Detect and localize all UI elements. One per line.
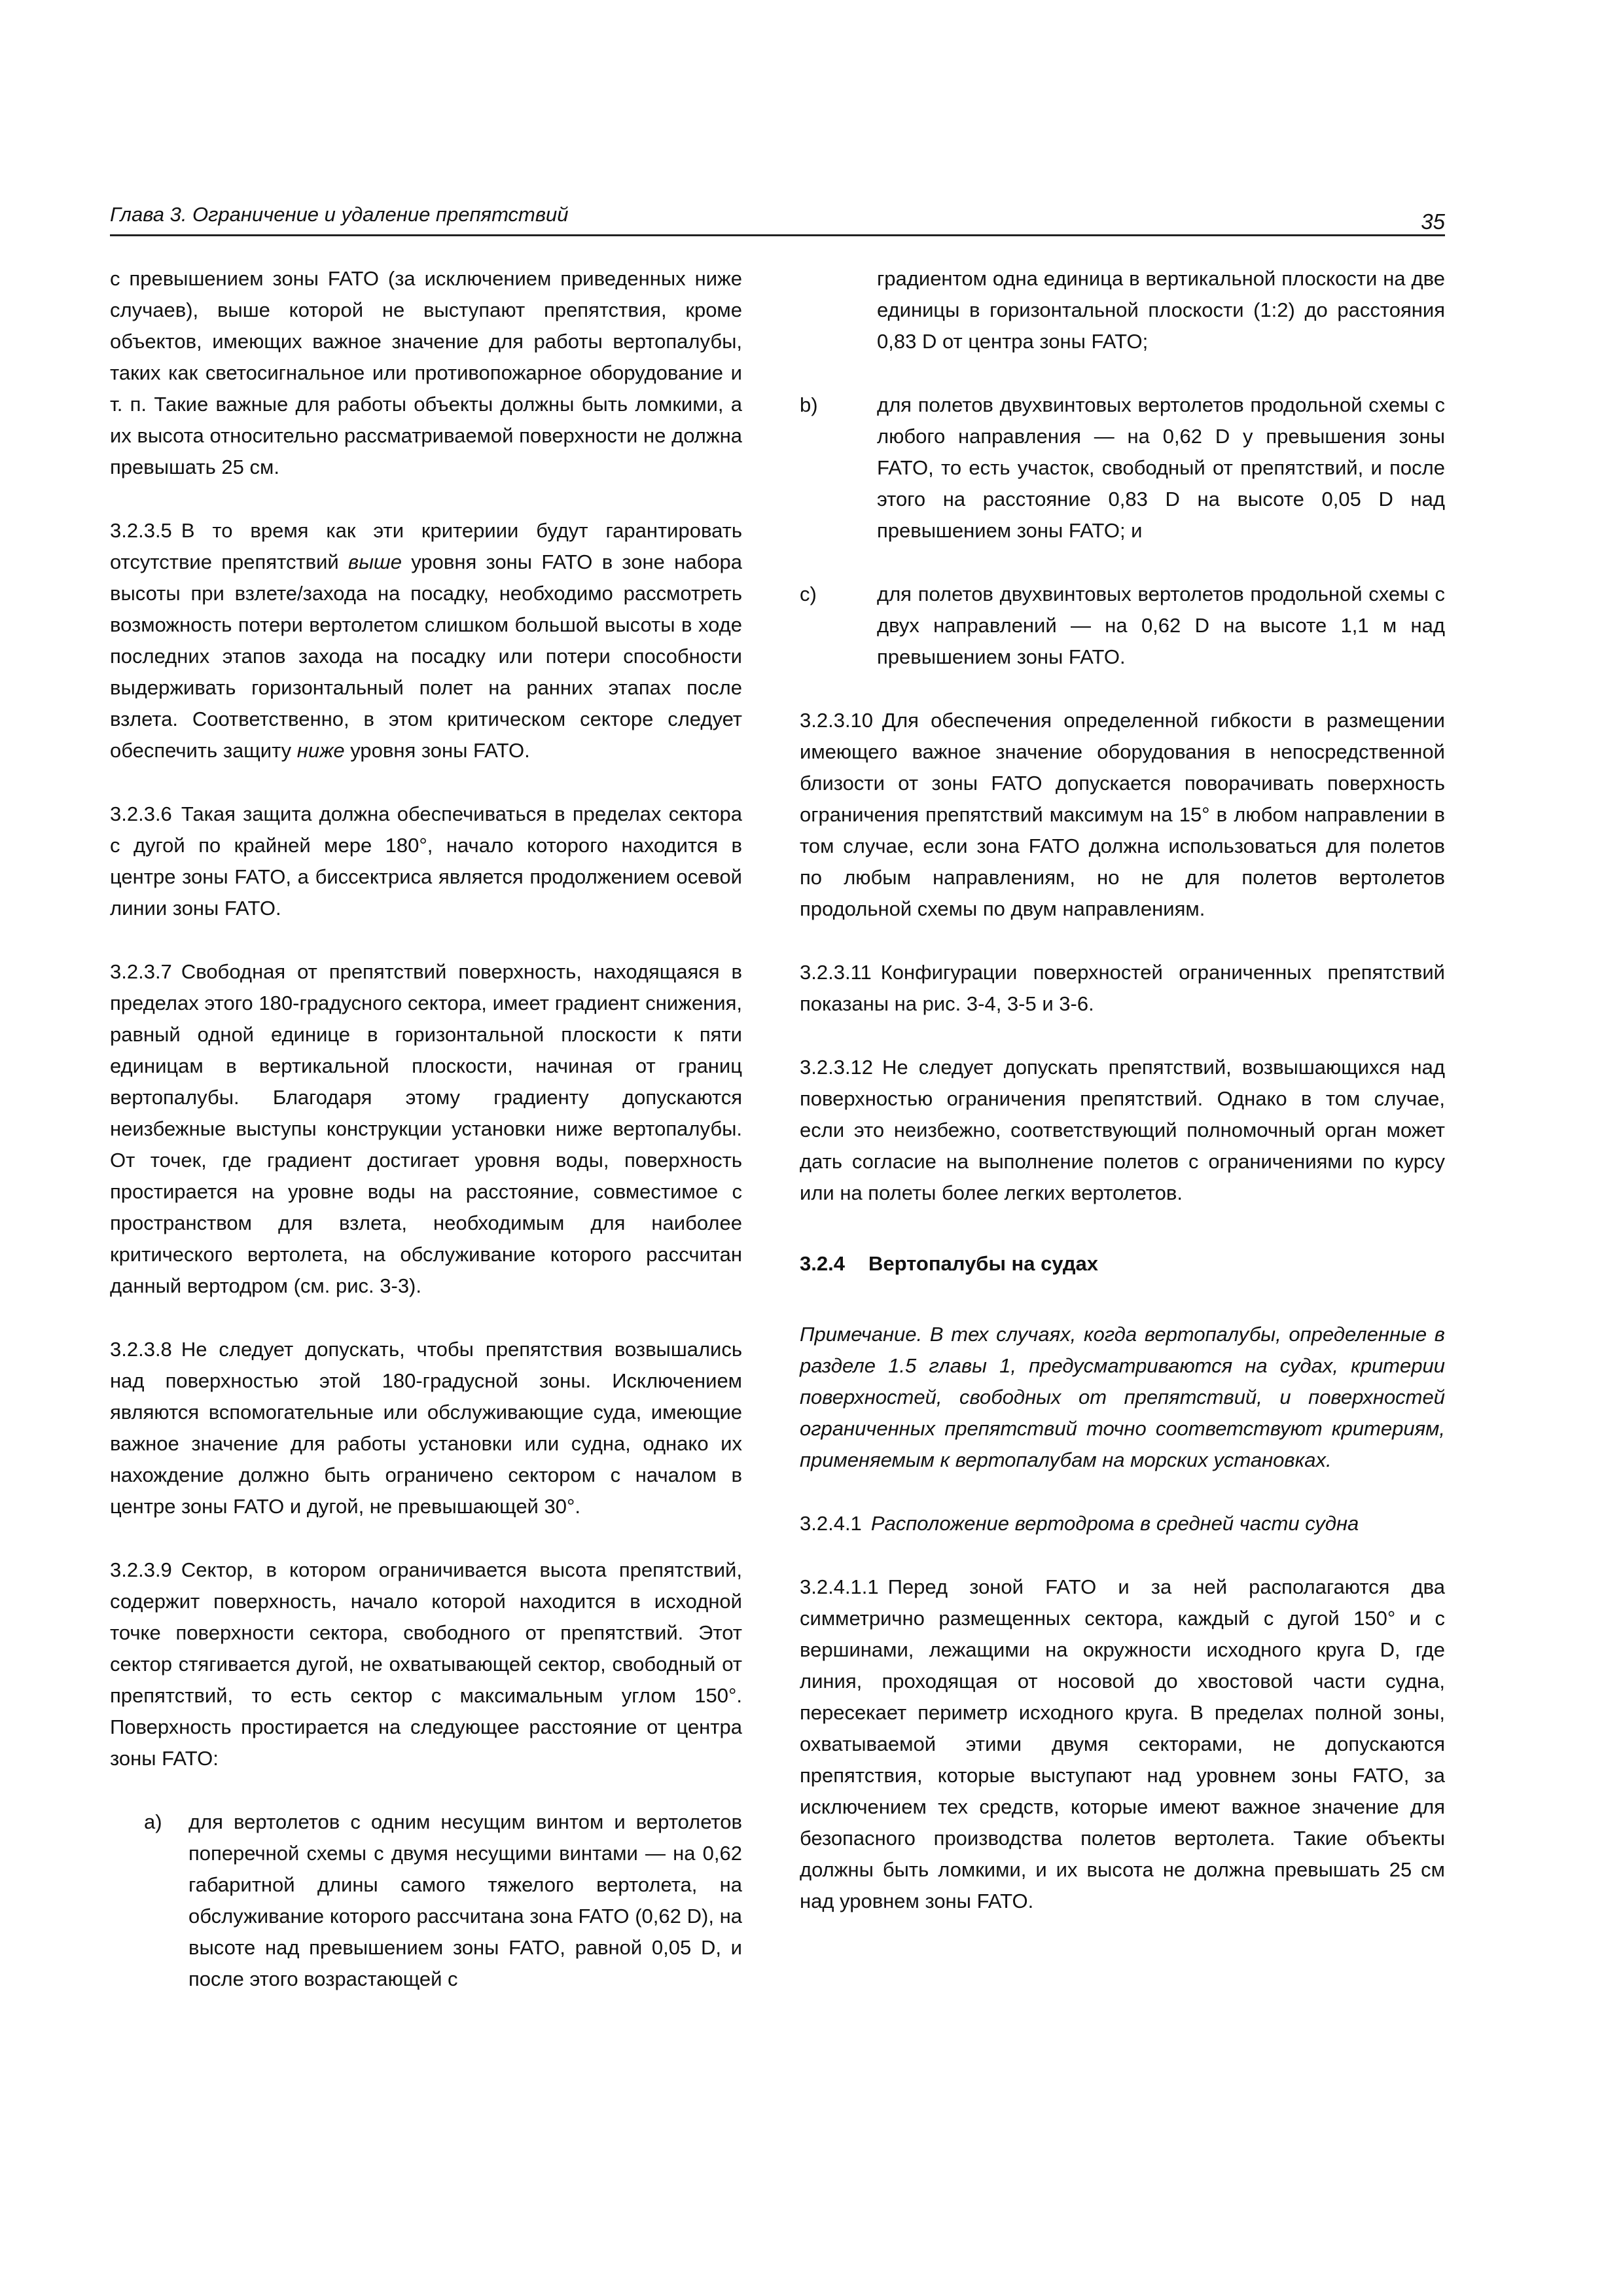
list-text: для вертолетов с одним несущим винтом и вертолетов поперечной схемы с двумя несущими винтами — на 0,62 габаритной длины самого тяжелого вертолета, на обслуживание которого рассчитана зона FATO (0,62 D), на высоте над превышением зоны FATO, равной 0,05 D, и после этого возрастающей с <box>188 1810 742 1990</box>
paragraph-text: уровня зоны FATO в зоне набора высоты при взлете/захода на посадку, необходимо рассмотреть возможность потери вертолетом слишком большой высоты в ходе последних этапов захода на посадку или потери способности выдерживать горизонтальный полет на ранних этапах после взлета. Соответственно, в этом критическом секторе следует обеспечить защиту <box>110 550 742 762</box>
paragraph-text: Не следует допускать препятствий, возвышающихся над поверхностью ограничения препятствий. Однако в том случае, если это неизбежно, соответствующий полномочный орган может дать согласие на выполнение полетов с ограничениями по курсу или на полеты более легких вертолетов. <box>800 1056 1445 1204</box>
paragraph-3-2-3-7 <box>110 956 742 1302</box>
paragraph-3-2-3-5 <box>110 515 742 766</box>
paragraph-text: Не следует допускать, чтобы препятствия возвышались над поверхностью этой 180-градусной зоны. Исключением являются вспомогательные или обслуживающие суда, имеющие важное значение для работы установки или судна, однако их нахождение должно быть ограничено сектором с началом в центре зоны FATO и дугой, не превышающей 30°. <box>110 1338 742 1518</box>
paragraph-number: 3.2.3.8 <box>110 1338 172 1361</box>
paragraph-text: Свободная от препятствий поверхность, находящаяся в пределах этого 180-градусного сектора, имеет градиент снижения, равный одной единице в горизонтальной плоскости к пяти единицам в вертикальной плоскости, начиная от границ вертопалубы. Благодаря этому градиенту допускаются неизбежные выступы конструкции установки ниже вертопалубы. От точек, где градиент достигает уровня воды, поверхность простирается на уровне воды на расстояние, совместимое с пространством для взлета, необходимым для наиболее критического вертолета, на обслуживание которого рассчитан данный вертодром (см. рис. 3-3). <box>110 960 742 1297</box>
running-header <box>110 200 1445 236</box>
section-title: Вертопалубы на судах <box>868 1252 1098 1275</box>
emphasis: ниже <box>296 739 345 762</box>
paragraph-text: В то время как эти критериии будут гарантировать отсутствие препятствий <box>110 519 742 573</box>
paragraph-number: 3.2.3.7 <box>110 960 172 983</box>
paragraph-number: 3.2.3.6 <box>110 802 172 825</box>
paragraph-text: Перед зоной FATO и за ней располагаются два симметрично размещенных сектора, каждый с дугой 150° и с вершинами, лежащими на окружности исходного круга D, где линия, проходящая от носовой до хвостовой части судна, пересекает периметр исходного круга. В пределах полной зоны, охватываемой этими двумя секторами, не допускаются препятствия, которые выступают над уровнем зоны FATO, за исключением тех средств, которые имеют важное значение для безопасного производства полетов вертолета. Такие объекты должны быть ломкими, и их высота не должна превышать 25 см над уровнем зоны FATO. <box>800 1575 1445 1912</box>
list-item-c <box>800 579 1445 673</box>
paragraph-number: 3.2.4.1.1 <box>800 1575 879 1598</box>
list-text: для полетов двухвинтовых вертолетов продольной схемы с двух направлений — на 0,62 D на высоте 1,1 м над превышением зоны FATO. <box>877 583 1445 668</box>
subsection-number: 3.2.4.1 <box>800 1512 862 1535</box>
paragraph-3-2-3-11 <box>800 957 1445 1020</box>
left-column <box>110 263 742 1995</box>
paragraph-text: Такая защита должна обеспечиваться в пределах сектора с дугой по крайней мере 180°, начало которого находится в центре зоны FATO, а биссектриса является продолжением осевой линии зоны FATO. <box>110 802 742 920</box>
chapter-title: Глава 3. Ограничение и удаление препятствий <box>110 203 569 226</box>
paragraph-number: 3.2.3.12 <box>800 1056 874 1079</box>
page-number: 35 <box>1421 209 1445 234</box>
paragraph-text: Для обеспечения определенной гибкости в размещении имеющего важное значение оборудования в непосредственной близости от зоны FATO допускается поворачивать поверхность ограничения препятствий максимум на 15° в любом направлении в том случае, если зона FATO должна использоваться для полетов по любым направлениям, но не для полетов вертолетов продольной схемы по двум направлениям. <box>800 709 1445 920</box>
paragraph-number: 3.2.3.10 <box>800 709 874 732</box>
list-label: a) <box>144 1810 162 1833</box>
paragraph-3-2-3-6 <box>110 798 742 924</box>
paragraph-number: 3.2.3.11 <box>800 961 872 984</box>
list-text: для полетов двухвинтовых вертолетов продольной схемы с любого направления — на 0,62 D у превышения зоны FATO, то есть участок, свободный от препятствий, и после этого на расстояние 0,83 D на высоте 0,05 D над превышением зоны FATO; и <box>877 393 1445 542</box>
list-label: b) <box>800 393 818 416</box>
paragraph-number: 3.2.3.9 <box>110 1558 172 1581</box>
subsection-title: Расположение вертодрома в средней части судна <box>870 1512 1359 1535</box>
paragraph-3-2-3-12 <box>800 1052 1445 1209</box>
list-item-a-continued: градиентом одна единица в вертикальной плоскости на две единицы в горизонтальной плоскости (1:2) до расстояния 0,83 D от центра зоны FATO; <box>877 267 1445 353</box>
section-heading <box>800 1248 1445 1280</box>
right-column <box>800 263 1445 1917</box>
list-item-a <box>110 1806 742 1995</box>
paragraph-text: Конфигурации поверхностей ограниченных препятствий показаны на рис. 3-4, 3-5 и 3-6. <box>800 961 1445 1015</box>
paragraph-text: Сектор, в котором ограничивается высота препятствий, содержит поверхность, начало которой находится в исходной точке поверхности сектора, свободного от препятствий. Этот сектор стягивается дугой, не охватывающей сектор, свободный от препятствий, то есть сектор с максимальным углом 150°. Поверхность простирается на следующее расстояние от центра зоны FATO: <box>110 1558 742 1770</box>
note: Примечание. В тех случаях, когда вертопалубы, определенные в разделе 1.5 главы 1, предусматриваются на судах, критерии поверхностей, свободных от препятствий, и поверхностей ограниченных препятствий точно соответствуют критериям, применяемым к вертопалубам на морских установках. <box>800 1323 1445 1471</box>
paragraph-number: 3.2.3.5 <box>110 519 172 542</box>
paragraph: с превышением зоны FATO (за исключением приведенных ниже случаев), выше которой не выступают препятствия, кроме объектов, имеющих важное значение для работы вертопалубы, таких как светосигнальное или противопожарное оборудование и т. п. Такие важные для работы объекты должны быть ломкими, а их высота относительно рассматриваемой поверхности не должна превышать 25 см. <box>110 267 742 478</box>
subsection-heading <box>800 1508 1445 1539</box>
list-item-b <box>800 389 1445 547</box>
paragraph-3-2-4-1-1 <box>800 1571 1445 1917</box>
paragraph-3-2-3-10 <box>800 705 1445 925</box>
paragraph-3-2-3-8 <box>110 1334 742 1522</box>
list-label: c) <box>800 583 817 605</box>
paragraph-3-2-3-9 <box>110 1554 742 1774</box>
paragraph-text: уровня зоны FATO. <box>350 739 530 762</box>
section-number: 3.2.4 <box>800 1252 845 1275</box>
emphasis: выше <box>348 550 402 573</box>
